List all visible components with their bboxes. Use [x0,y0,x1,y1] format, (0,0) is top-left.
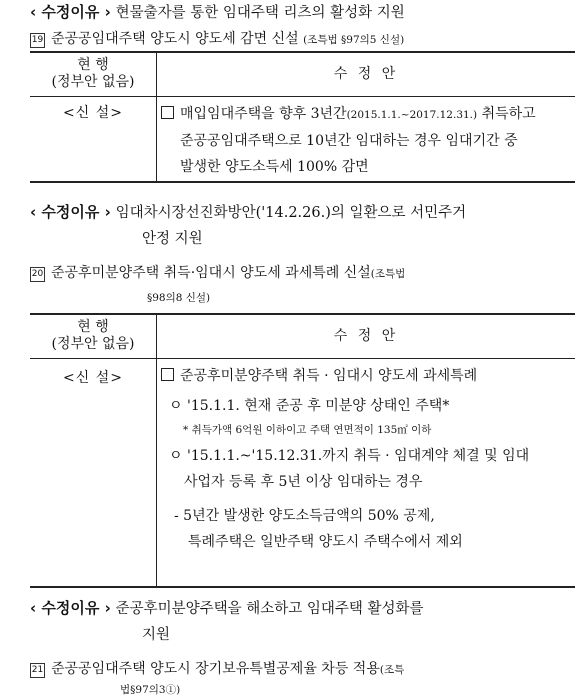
new-provision-label: <신 설> [63,104,123,121]
header-current-label: 현 행 [77,57,109,74]
checkbox-square-icon [161,106,174,119]
revision-reason-text: 임대차시장선진화방안('14.2.26.)의 일환으로 서민주거 [115,205,467,221]
revision-line-3: 발생한 양도소득세 100% 감면 [180,158,369,175]
revision-item-title: 준공후미분양주택 취득 · 임대시 양도세 과세특례 [161,363,571,389]
table-cell-revision [157,358,576,587]
header-current-note: (정부안 없음) [51,336,135,353]
section-title-text: 준공후미분양주택 취득·임대시 양도세 과세특례 신설 [51,265,371,281]
table-cell-current [30,358,157,587]
revision-reason-3-cont: 지원 [142,627,171,643]
section-legal-ref-cont: §98의8 신설) [147,292,211,304]
revision-reason-1 [30,2,405,23]
section-21-title [30,660,404,679]
revision-line-1: 매입임대주택을 향후 3년간(2015.1.1.~2017.12.31.) 취득하고 [161,101,571,128]
header-current-note: (정부안 없음) [51,74,135,91]
header-revision-label: 수 정 안 [333,327,399,344]
revision-reason-2 [30,202,466,223]
table-header-current [30,52,157,96]
revision-dash-item-cont: 특례주택은 일반주택 양도시 주택수에서 제외 [188,533,463,550]
revision-reason-label: ‹ 수정이유 › [30,3,111,21]
section-20-title [30,264,405,283]
revision-reason-text: 현물출자를 통한 임대주택 리츠의 활성화 지원 [115,5,405,21]
table-header-revision [157,314,576,358]
table-cell-revision [157,96,576,182]
revision-bullet-2-cont: 사업자 등록 후 5년 이상 임대하는 경우 [184,473,423,490]
section-legal-ref: (조특법 §97의5 신설) [303,34,405,46]
table-header-revision [157,52,576,96]
header-current-label: 현 행 [77,319,109,336]
section-title-text: 준공공임대주택 양도시 양도세 감면 신설 [51,31,299,47]
revision-reason-label: ‹ 수정이유 › [30,599,111,617]
revision-reason-label: ‹ 수정이유 › [30,203,111,221]
section-title-text: 준공공임대주택 양도시 장기보유특별공제율 차등 적용 [51,661,380,677]
revision-bullet-1: ㅇ '15.1.1. 현재 준공 후 미분양 상태인 주택* [169,397,450,414]
section-legal-ref-cont: 법§97의3①) [120,684,181,696]
checkbox-square-icon [161,368,174,381]
revision-footnote: * 취득가액 6억원 이하이고 주택 연면적이 135㎡ 이하 [183,423,432,436]
revision-table-1 [30,51,575,183]
revision-reason-text: 준공후미분양주택을 해소하고 임대주택 활성화를 [115,601,424,617]
revision-reason-3 [30,598,424,619]
revision-dash-item: - 5년간 발생한 양도소득금액의 50% 공제, [174,507,435,524]
section-number-badge: 21 [30,663,45,678]
revision-line-2: 준공공임대주택으로 10년간 임대하는 경우 임대기간 중 [180,132,518,149]
revision-table-2 [30,313,575,588]
new-provision-label: <신 설> [63,369,123,386]
section-legal-ref: (조특 [379,664,405,676]
table-header-current [30,314,157,358]
header-revision-label: 수 정 안 [333,65,399,82]
section-legal-ref: (조특법 [370,268,406,280]
table-cell-current [30,96,157,182]
section-number-badge: 20 [30,267,45,282]
revision-reason-2-cont: 안정 지원 [142,231,203,247]
section-number-badge: 19 [30,33,45,48]
section-19-title [30,30,404,49]
revision-bullet-2: ㅇ '15.1.1.~'15.12.31.까지 취득 · 임대계약 체결 및 임대 [169,447,530,464]
